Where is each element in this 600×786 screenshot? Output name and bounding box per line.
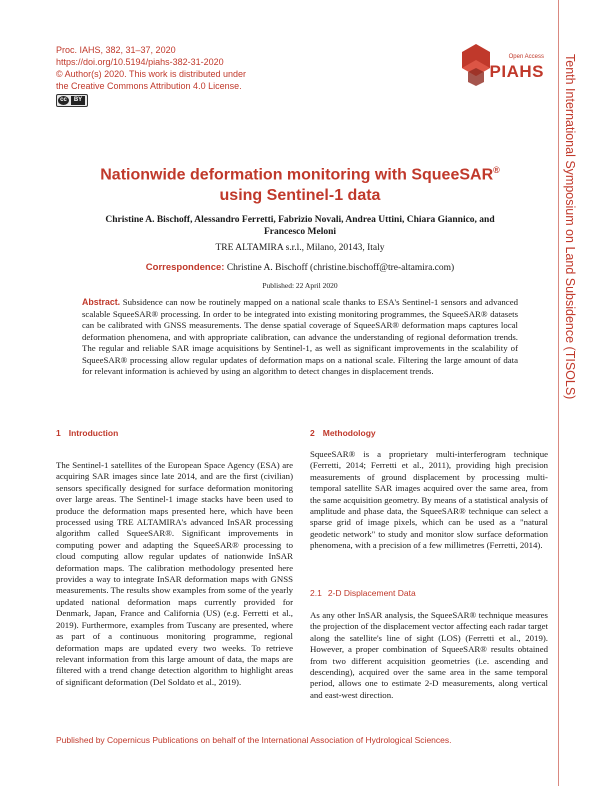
section-heading-introduction xyxy=(56,428,118,438)
title-line-2: using Sentinel-1 data xyxy=(219,187,381,205)
authors-line-2: Francesco Meloni xyxy=(263,227,337,237)
introduction-paragraph: The Sentinel-1 satellites of the European Space Agency (ESA) are acquiring SAR images since late 2014, and are the first (civilian) sensors specifically designed for surface deformation monitoring over large areas. The Sentinel-1 image stacks have been used to produce the deformation maps presented here, which have been processed using TRE ALTAMIRA's advanced InSAR processing algorithm called SqueeSAR®. Significant improvements in computing power and adapting the SqueeSAR® processing to cloud computing allow regular updates of nationwide InSAR deformation maps. The calibration methodology presented here provides a way to integrate InSAR deformation maps with GNSS measurements. The results show examples from some of the yearly updated national deformation maps currently provided for Denmark, Japan, France and California (US) (e.g. Ferretti et al., 2019). Furthermore, examples from Tuscany are presented, where as part of a continuous monitoring programme, regional deformation maps are updated every two weeks. To retrieve relevant information from this large amount of data, the maps are filtered with a trend change detection algorithm to highlight areas of significant deformation (Del Soldato et al., 2019). xyxy=(56,460,293,687)
symposium-sidebar xyxy=(563,54,577,414)
section-heading-methodology xyxy=(310,428,376,438)
open-access-label: Open Access xyxy=(508,54,544,60)
section-title: Methodology xyxy=(322,428,376,438)
symposium-title: Tenth International Symposium on Land Subsidence (TISOLS) xyxy=(563,54,577,400)
section-number: 2 xyxy=(310,428,315,438)
affiliation: TRE ALTAMIRA s.r.l., Milano, 20143, Italy xyxy=(215,243,385,253)
abstract xyxy=(82,297,518,378)
journal-doi-link[interactable]: https://doi.org/10.5194/piahs-382-31-2020 xyxy=(56,57,224,67)
authors-line-1: Christine A. Bischoff, Alessandro Ferretti, Fabrizio Novali, Andrea Uttini, Chiara Giannico, and xyxy=(105,215,495,225)
by-badge-label: BY xyxy=(71,96,85,105)
abstract-text: Subsidence can now be routinely mapped on a national scale thanks to ESA's Sentinel-1 sensors and advanced scalable SqueeSAR® processing. In order to be integrated into existing monitoring programmes, the SqueeSAR® datasets can be calibrated with GNSS measurements. The dense spatial coverage of SqueeSAR® deformation maps captures local deformation phenomena, and with appropriate calibration, can advance the understanding of regional deformation trends. The regular and reliable SAR image acquisitions by Sentinel-1, as well as significant improvements in the scalability of SqueeSAR® processing allow regular updates of deformation maps on a national scale. Filtering the large amount of data for relevant information is achieved by using an algorithm to detect changes in displacement trends. xyxy=(82,297,518,376)
correspondence-label: Correspondence: xyxy=(145,262,225,273)
publisher-footer: Published by Copernicus Publications on behalf of the International Association of Hydrological Sciences. xyxy=(56,735,452,745)
journal-info xyxy=(56,44,356,92)
displacement-paragraph: As any other InSAR analysis, the SqueeSAR® technique measures the projection of the displacement vector affecting each radar target along the satellite's line of sight (LOS) (Ferretti et al., 2019). However, a proper combination of SqueeSAR® results obtained from two different acquisition geometries (i.e. ascending and descending), acquired over the same area in the same temporal period, allows one to estimate 2-D measurements, along vertical and east-west direction. xyxy=(310,610,548,700)
author-list xyxy=(70,214,530,238)
piahs-logo[interactable] xyxy=(452,40,548,90)
side-divider xyxy=(558,0,559,786)
copyright-text: © Author(s) 2020. This work is distributed under xyxy=(56,69,247,79)
subsection-title: 2-D Displacement Data xyxy=(327,588,416,598)
subsection-number: 2.1 xyxy=(310,588,322,598)
methodology-paragraph: SqueeSAR® is a proprietary multi-interferogram technique (Ferretti, 2014; Ferretti et al., 2011), providing high precision measurements of ground displacement by processing multi-temporal satellite SAR images acquired over the same area, from the same acquisition geometry. By means of a statistical analysis of amplitude and phase data, the SqueeSAR® technique can select a sparse grid of image pixels, which can be used as a "natural geodetic network" to study and monitor slow surface deformation phenomena, with a precision of a few millimetres (Ferretti, 2014). xyxy=(310,449,548,551)
subsection-heading-2d-displacement xyxy=(310,588,416,598)
abstract-label: Abstract. xyxy=(82,297,121,307)
correspondence-text[interactable]: Christine A. Bischoff (christine.bischoff@tre-altamira.com) xyxy=(226,263,455,273)
title-line-1: Nationwide deformation monitoring with SqueeSAR xyxy=(100,166,494,184)
cc-by-license-icon[interactable] xyxy=(56,94,88,107)
cc-badge-label: cc xyxy=(58,96,69,105)
license-link[interactable]: the Creative Commons Attribution 4.0 License. xyxy=(56,81,242,91)
paper-title xyxy=(60,160,540,206)
registered-mark: ® xyxy=(493,165,500,175)
section-number: 1 xyxy=(56,428,61,438)
correspondence xyxy=(60,262,540,273)
logo-name: PIAHS xyxy=(489,62,544,81)
journal-citation: Proc. IAHS, 382, 31–37, 2020 xyxy=(56,45,176,55)
section-title: Introduction xyxy=(68,428,119,438)
published-date: Published: 22 April 2020 xyxy=(262,281,338,290)
